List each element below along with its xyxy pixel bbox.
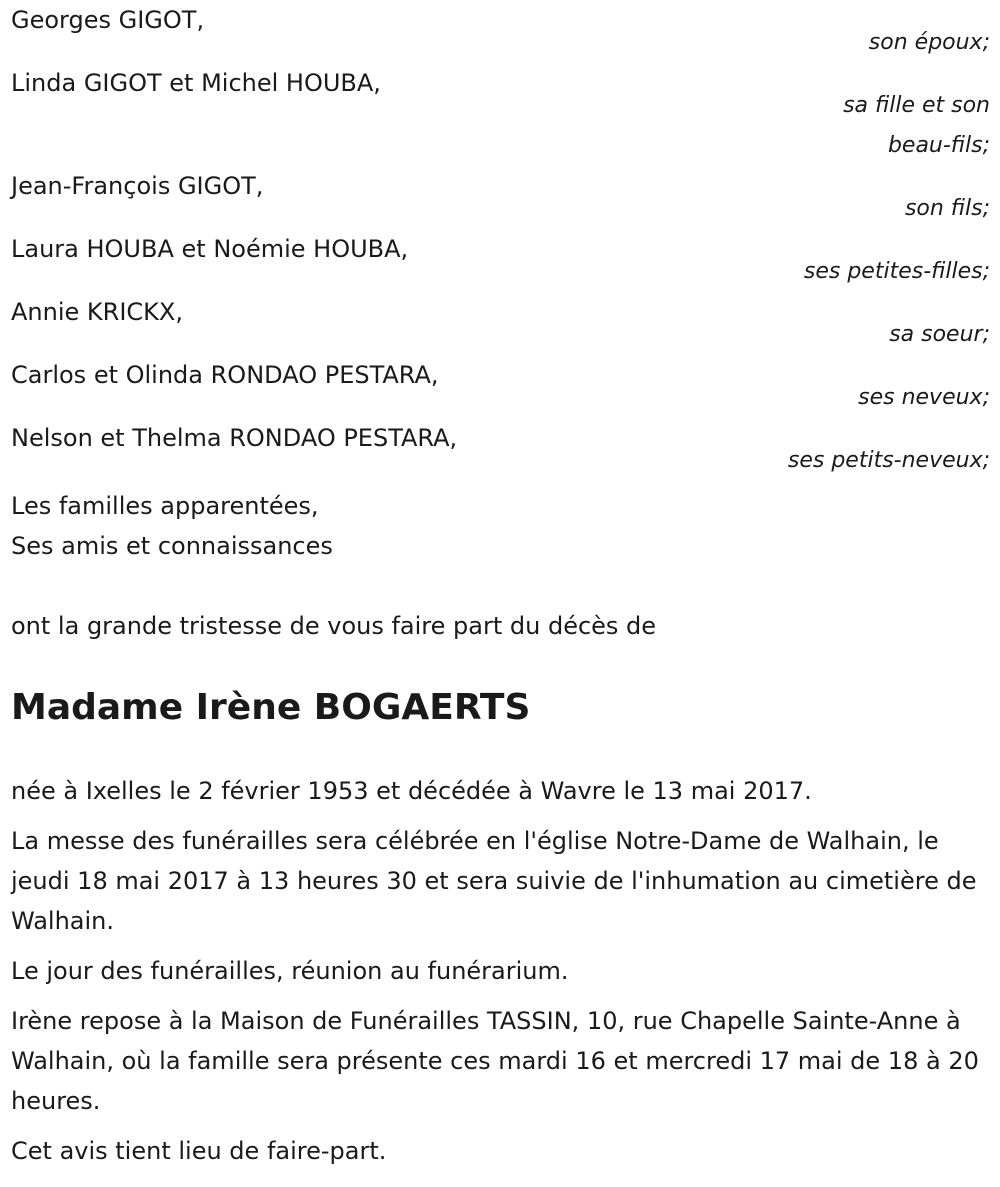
family-relation: son fils; [904,196,990,221]
deceased-name: Madame Irène BOGAERTS [11,687,531,728]
obituary-notice [11,0,990,1171]
family-member-name: Laura HOUBA et Noémie HOUBA, [11,235,409,263]
family-member-name: Nelson et Thelma RONDAO PESTARA, [11,424,458,452]
family-entry [11,418,990,481]
notice-body [11,771,990,1171]
other-mourners-line: Les familles apparentées, [11,492,319,520]
family-entry [11,166,990,229]
family-entry [11,63,990,166]
other-mourners-line: Ses amis et connaissances [11,532,333,560]
family-entry [11,355,990,418]
family-entry [11,229,990,292]
family-member-name: Jean-François GIGOT, [11,172,264,200]
family-member-name: Georges GIGOT, [11,6,205,34]
family-relation: ses neveux; [858,385,990,410]
family-list [11,0,990,481]
family-relation: sa fille et son beau-fils; [843,93,990,158]
family-member-name: Linda GIGOT et Michel HOUBA, [11,69,381,97]
reception-paragraph: Le jour des funérailles, réunion au funérarium. [11,957,569,985]
family-member-name: Carlos et Olinda RONDAO PESTARA, [11,361,439,389]
family-relation: ses petits-neveux; [787,448,990,473]
announcement-intro: ont la grande tristesse de vous faire part du décès de [11,612,657,640]
family-relation: ses petites-filles; [803,259,990,284]
family-member-name: Annie KRICKX, [11,298,183,326]
family-entry [11,0,990,63]
funeral-mass-paragraph: La messe des funérailles sera célébrée en l'église Notre-Dame de Walhain, le jeudi 18 mai 2017 à 13 heures 30 et sera suivie de l'inhumation au cimetière de Walhain. [11,827,977,935]
family-relation: sa soeur; [889,322,990,347]
birth-death-paragraph: née à Ixelles le 2 février 1953 et décédée à Wavre le 13 mai 2017. [11,777,812,805]
viewing-paragraph: Irène repose à la Maison de Funérailles TASSIN, 10, rue Chapelle Sainte-Anne à Walhain, où la famille sera présente ces mardi 16 et mercredi 17 mai de 18 à 20 heures. [11,1007,979,1115]
notice-paragraph: Cet avis tient lieu de faire-part. [11,1137,387,1165]
family-entry [11,292,990,355]
other-mourners [11,486,990,566]
family-relation: son époux; [868,30,990,55]
